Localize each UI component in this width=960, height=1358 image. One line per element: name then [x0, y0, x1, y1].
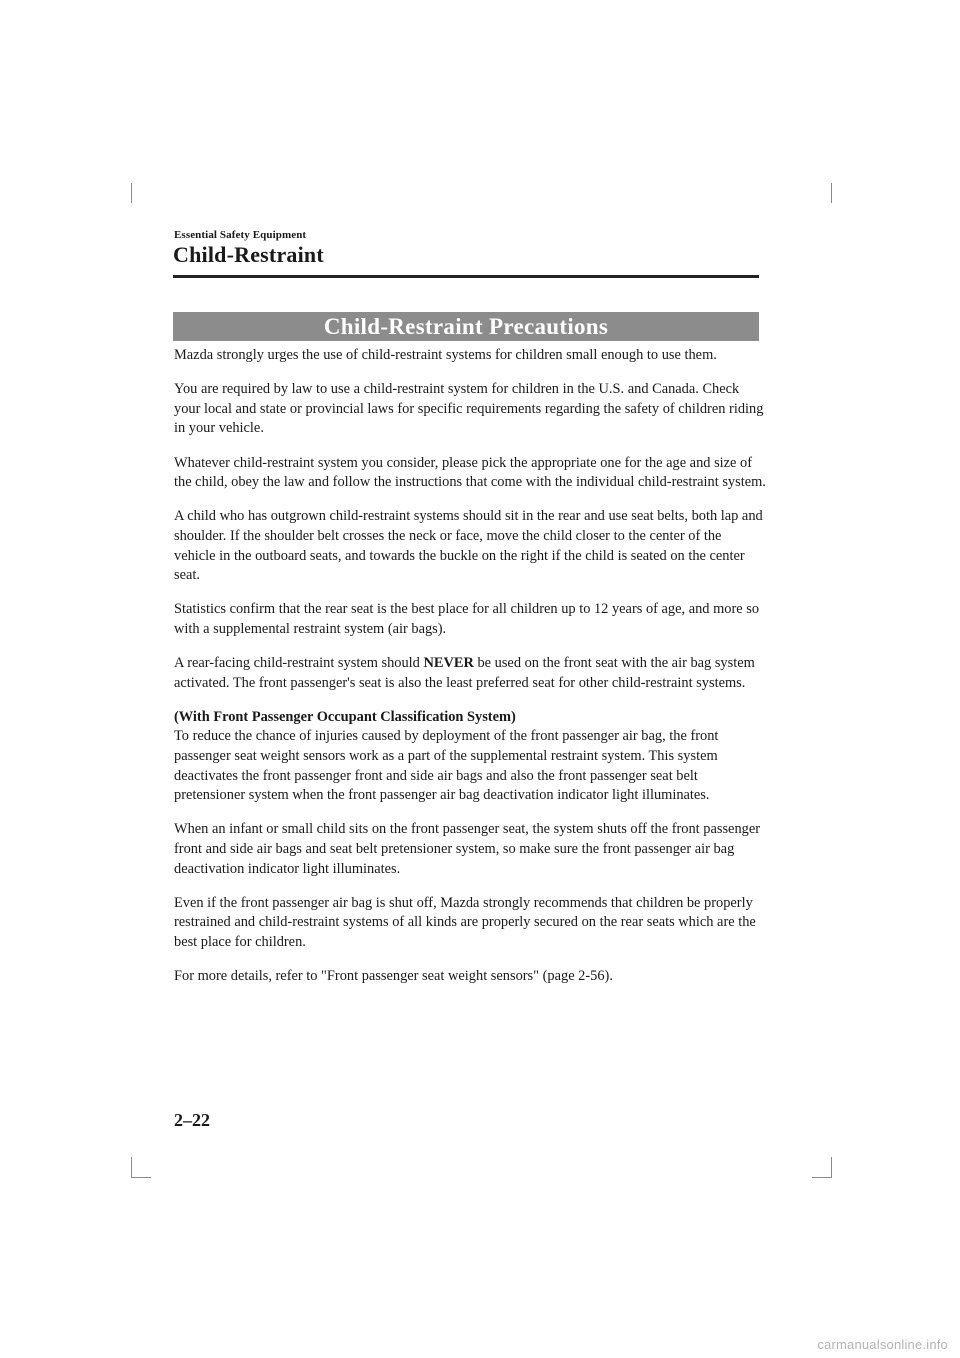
header-divider: [173, 275, 759, 278]
crop-mark-bottom-left-h: [131, 1177, 151, 1178]
paragraph-3: Whatever child-restraint system you consider, please pick the appropriate one for the age and size of the child, obey the law and follow the instructions that come with the individual child-restraint system.: [174, 454, 766, 491]
paragraph-1: Mazda strongly urges the use of child-restraint systems for children small enough to use them.: [174, 347, 717, 363]
paragraph-7-body: To reduce the chance of injuries caused by deployment of the front passenger air bag, the front passenger seat weight sensors work as a part of the supplemental restraint system. This system deactivates the front passenger front and side air bags and also the front passenger seat belt pretensioner system when the front passenger air bag deactivation indicator light illuminates.: [174, 728, 719, 804]
paragraph-9: Even if the front passenger air bag is shut off, Mazda strongly recommends that children be properly restrained and child-restraint systems of all kinds are properly secured on the rear seats which are the best place for children.: [174, 894, 756, 950]
paragraph-4: A child who has outgrown child-restraint systems should sit in the rear and use seat belts, both lap and shoulder. If the shoulder belt crosses the neck or face, move the child closer to the center of the vehicle in the outboard seats, and towards the buckle on the right if the child is seated on the center seat.: [174, 508, 763, 584]
crop-mark-top-right: [831, 183, 832, 203]
crop-mark-bottom-left: [131, 1157, 132, 1177]
crop-mark-bottom-right: [831, 1157, 832, 1177]
crop-mark-top-left: [131, 183, 132, 203]
paragraph-2: You are required by law to use a child-restraint system for children in the U.S. and Canada. Check your local and state or provincial laws for specific requirements regarding the safety of children riding in your vehicle.: [174, 381, 764, 437]
paragraph-8: When an infant or small child sits on the front passenger seat, the system shuts off the front passenger front and side air bags and seat belt pretensioner system, so make sure the front passenger air bag deactivation indicator light illuminates.: [174, 821, 761, 877]
paragraph-5: Statistics confirm that the rear seat is the best place for all children up to 12 years of age, and more so with a supplemental restraint system (air bags).: [174, 601, 760, 637]
body-content: [174, 346, 766, 1001]
occupant-classification-heading: (With Front Passenger Occupant Classification System): [174, 708, 516, 725]
paragraph-7: [174, 708, 766, 806]
crop-mark-bottom-right-h: [812, 1177, 832, 1178]
paragraph-6-end: be used on the front seat with the air bag system activated. The front passenger's seat is also the least preferred seat for other child-restraint systems.: [174, 655, 755, 691]
section-banner: Child-Restraint Precautions: [173, 312, 759, 341]
page-number: 2–22: [174, 1110, 210, 1130]
watermark: carmanualsonline.info: [817, 1337, 948, 1352]
never-emphasis: NEVER: [423, 655, 474, 672]
section-label: Essential Safety Equipment: [174, 229, 307, 241]
paragraph-6: [174, 654, 766, 693]
page-title: Child-Restraint: [173, 242, 324, 267]
paragraph-6-start: A rear-facing child-restraint system should: [174, 655, 424, 672]
paragraph-10: For more details, refer to "Front passenger seat weight sensors" (page 2-56).: [174, 968, 613, 985]
